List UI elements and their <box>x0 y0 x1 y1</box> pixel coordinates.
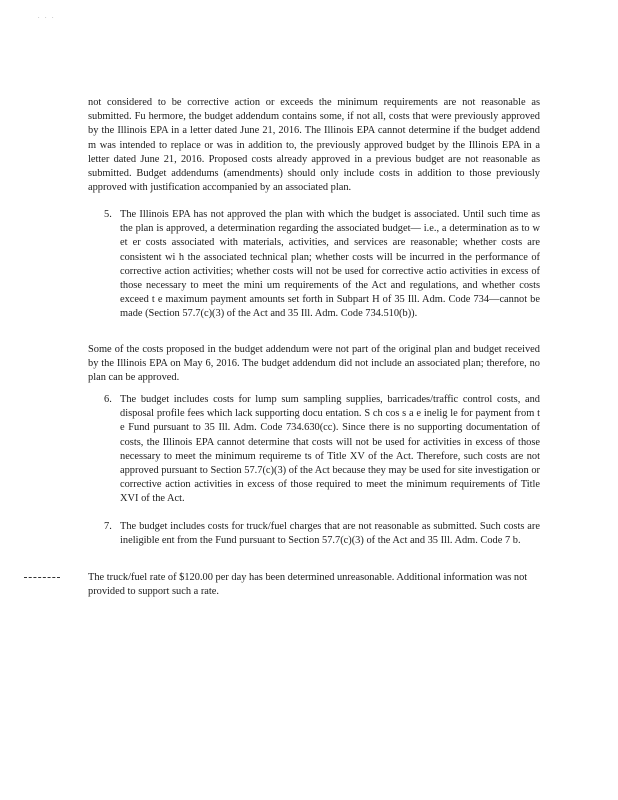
item-text: The budget includes costs for truck/fuel charges that are not reasonable as submitted. Such costs are ineligible ent from the Fund pursuant to Section 57.7(c)(3) of the Act and 35 Ill. Adm. Code 7 b. <box>120 521 540 547</box>
item-number: 5. <box>104 209 112 220</box>
item-number: 7. <box>104 521 112 532</box>
item-text: The budget includes costs for lump sum sampling supplies, barricades/traffic control costs, and disposal profile fees which lack supporting docu entation. S ch cos s a e inelig le for payment from t e Fund pursuant to 35 Ill. Adm. Code 734.630(cc). Since there is no supporting documentation of costs, the Illinois EPA cannot determine that costs will not be used for activities in excess of those necessary to meet the minimum requireme ts of Title XV of the Act. Therefore, such costs are not approved pursuant to Section 57.7(c)(3) of the Act because they may be used for site investigation or corrective action activities in excess of those required to meet the minimum requirements of Title XVI of the Act. <box>120 394 540 505</box>
paragraph-truck-rate-note: The truck/fuel rate of $120.00 per day has been determined unreasonable. Additional information was not provided to support such a rate. <box>88 572 528 598</box>
margin-dash-mark <box>24 577 60 578</box>
list-item-7 <box>104 520 540 548</box>
item-text: The Illinois EPA has not approved the plan with which the budget is associated. Until such time as the plan is approved, a determination regarding the associated budget— i.e., a determination as to w et er costs associated with materials, activities, and services are reasonable; whether costs are consistent wi h the associated technical plan; whether costs will be incurred in the performance of corrective action activities; whether costs will not be used for corrective actio activities in excess of those necessary to meet the mini um requirements of the Act and regulations, and whether costs exceed t e maximum payment amounts set forth in Subpart H of 35 Ill. Adm. Code 734—cannot be made (Section 57.7(c)(3) of the Act and 35 Ill. Adm. Code 734.510(b)). <box>120 209 540 320</box>
paragraph-budget-addendum: not considered to be corrective action or exceeds the minimum requirements are not reasonable as submitted. Fu hermore, the budget addendum contains some, if not all, costs that were previously approved by the Illinois EPA in a letter dated June 21, 2016. The Illinois EPA cannot determine if the budget addend m was intended to replace or was in addition to, the previously approved budget by the Illinois EPA in a letter dated June 21, 2016. Proposed costs already approved in a previous budget are not reasonable as submitted. Budget addendums (amendments) should only include costs in addition to those previously approved with justification accompanied by an associated plan. <box>88 97 540 194</box>
paragraph-original-plan: Some of the costs proposed in the budget addendum were not part of the original plan and budget received by the Illinois EPA on May 6, 2016. The budget addendum did not include an associated plan; therefore, no plan can be approved. <box>88 344 540 384</box>
list-item-6 <box>104 393 540 507</box>
list-item-5 <box>104 208 540 322</box>
scan-specks: . . . <box>38 14 56 20</box>
item-number: 6. <box>104 394 112 405</box>
